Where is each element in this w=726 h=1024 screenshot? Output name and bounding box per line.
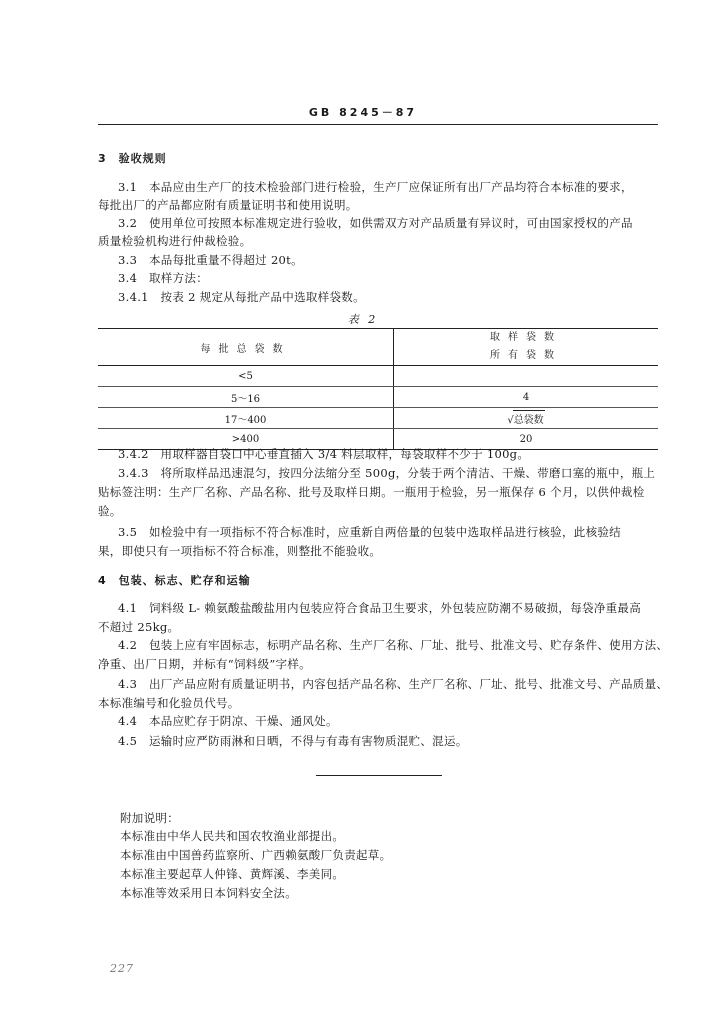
table-row: [98, 387, 658, 408]
clause-4-3-line1: 4.3 出厂产品应附有质量证明书，内容包括产品名称、生产厂名称、厂址、批号、批准文号、产品质量、: [118, 677, 669, 691]
clause-3-5-line2: 果，即使只有一项指标不符合标准，则整批不能验收。: [98, 544, 382, 558]
table-row: [98, 366, 658, 387]
clause-4-1-line2: 不超过 25kg。: [98, 620, 180, 634]
clause-4-4: 4.4 本品应贮存于阴凉、干燥、通风处。: [118, 714, 338, 728]
clause-3-4: 3.4 取样方法：: [118, 271, 208, 285]
col-sample-bags-header-line1: 取样袋数: [490, 332, 562, 343]
clause-3-4-3-line3: 验。: [98, 504, 122, 518]
notes-line3: 本标准主要起草人仲锋、黄辉溪、李美同。: [120, 867, 345, 881]
table-header-row: [98, 329, 658, 366]
cell-sample: 4: [394, 387, 659, 408]
clause-3-2-line2: 质量检验机构进行仲裁检验。: [98, 234, 252, 248]
clause-3-5-line1: 3.5 如检验中有一项指标不符合标准时，应重新自两倍量的包装中选取样品进行核验，此核验结: [118, 525, 621, 539]
sqrt-radicand: 总袋数: [513, 410, 545, 426]
section-3-title: 3 验收规则: [98, 152, 167, 165]
clause-4-2-line2: 净重、出厂日期，并标有“饲料级”字样。: [98, 657, 311, 671]
col-sample-bags-header: [394, 329, 659, 366]
clause-4-1-line1: 4.1 饲料级 L- 赖氨酸盐酸盐用内包装应符合食品卫生要求，外包装应防潮不易破损，每袋净重最高: [118, 601, 642, 615]
table-2: [98, 328, 658, 450]
sqrt-sign: √: [507, 415, 514, 426]
cell-sample-sqrt: [394, 408, 659, 429]
clause-4-5: 4.5 运输时应严防雨淋和日晒，不得与有毒有害物质混贮、混运。: [118, 734, 468, 748]
header-rule: [98, 124, 658, 125]
section-4-title: 4 包装、标志、贮存和运输: [98, 574, 251, 587]
clause-3-1-line2: 每批出厂的产品都应附有质量证明书和使用说明。: [98, 198, 358, 212]
clause-3-3: 3.3 本品每批重量不得超过 20t。: [118, 253, 303, 267]
clause-3-4-2: 3.4.2 用取样器自袋口中心垂直插入 3/4 料层取样，每袋取样不少于 100g。: [118, 447, 530, 461]
standard-number: GB 8245－87: [308, 106, 418, 119]
cell-sample: [394, 366, 659, 387]
table-2-caption: 表 2: [347, 313, 379, 326]
col-sample-bags-header-line2: 所有袋数: [490, 350, 562, 361]
notes-line4: 本标准等效采用日本饲料安全法。: [120, 886, 297, 900]
clause-3-1-line1: 3.1 本品应由生产厂的技术检验部门进行检验，生产厂应保证所有出厂产品均符合本标准的要求，: [118, 180, 633, 194]
clause-3-4-3-line2: 贴标签注明：生产厂名称、产品名称、批号及取样日期。一瓶用于检验，另一瓶保存 6 个月，以供仲裁检: [98, 485, 645, 499]
cell-sample: 20: [394, 429, 659, 450]
cell-total: >400: [98, 429, 394, 450]
cell-total: 17～400: [98, 408, 394, 429]
page-number: 227: [110, 962, 134, 975]
clause-4-3-line2: 本标准编号和化验员代号。: [98, 696, 240, 710]
notes-line2: 本标准由中国兽药监察所、广西赖氨酸厂负责起草。: [120, 848, 392, 862]
clause-3-4-3-line1: 3.4.3 将所取样品迅速混匀，按四分法缩分至 500g，分装于两个清洁、干燥、带磨口塞的瓶中，瓶上: [118, 466, 656, 480]
notes-title: 附加说明：: [120, 811, 179, 825]
cell-total: <5: [98, 366, 394, 387]
table-row: [98, 408, 658, 429]
clause-4-2-line1: 4.2 包装上应有牢固标志，标明产品名称、生产厂名称、厂址、批号、批准文号、贮存条件、使用方法、: [118, 638, 669, 652]
end-rule: [316, 775, 442, 776]
clause-3-2-line1: 3.2 使用单位可按照本标准规定进行验收，如供需双方对产品质量有异议时，可由国家授权的产品: [118, 216, 633, 230]
clause-3-4-1: 3.4.1 按表 2 规定从每批产品中选取样袋数。: [118, 290, 365, 304]
cell-total: 5～16: [98, 387, 394, 408]
notes-line1: 本标准由中华人民共和国农牧渔业部提出。: [120, 829, 345, 843]
col-total-bags-header: 每批总袋数: [98, 329, 394, 366]
